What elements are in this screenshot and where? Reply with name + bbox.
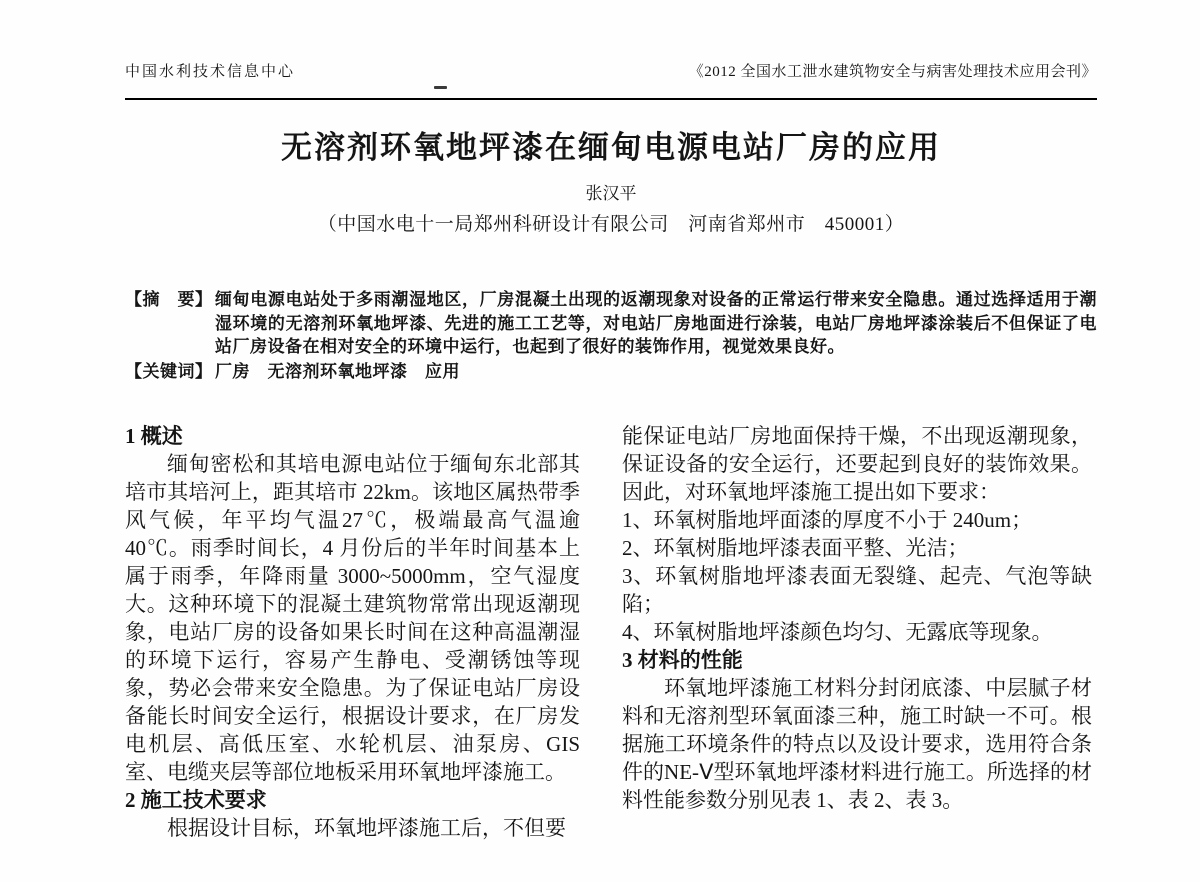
header-journal-title: 《2012 全国水工泄水建筑物安全与病害处理技术应用会刊》 (688, 64, 1097, 80)
abstract-text: 缅甸电源电站处于多雨潮湿地区，厂房混凝土出现的返潮现象对设备的正常运行带来安全隐患。通过选择适用于潮湿环境的无溶剂环氧地坪漆、先进的施工工艺等，对电站厂房地面进行涂装，电站厂房地坪漆涂装后不但保证了电站厂房设备在相对安全的环境中运行，也起到了很好的装饰作用，视觉效果良好。 (215, 290, 1097, 356)
requirement-item-3: 3、环氧树脂地坪漆表面无裂缝、起壳、气泡等缺陷； (622, 564, 1092, 616)
page-header (125, 62, 1097, 82)
construction-requirements-paragraph-continued: 能保证电站厂房地面保持干燥，不出现返潮现象，保证设备的安全运行，还要起到良好的装饰效果。因此，对环氧地坪漆施工提出如下要求： (622, 424, 1092, 504)
scan-artifact-mark (434, 86, 447, 89)
body-columns (125, 422, 1097, 842)
abstract-row (125, 288, 1097, 359)
requirement-item-4: 4、环氧树脂地坪漆颜色均匀、无露底等现象。 (622, 620, 1053, 644)
section-heading-construction-requirements: 2 施工技术要求 (125, 788, 267, 812)
left-column (125, 422, 580, 842)
author-name: 张汉平 (585, 184, 637, 203)
right-column (622, 422, 1092, 842)
paper-title: 无溶剂环氧地坪漆在缅甸电源电站厂房的应用 (281, 130, 941, 165)
author-affiliation: （中国水电十一局郑州科研设计有限公司 河南省郑州市 450001） (317, 214, 905, 235)
requirement-item-1: 1、环氧树脂地坪面漆的厚度不小于 240um； (622, 508, 1033, 532)
construction-requirements-paragraph-start: 根据设计目标，环氧地坪漆施工后，不但要 (167, 816, 566, 840)
keywords-label: 【关键词】 (125, 361, 213, 381)
keywords-row (125, 360, 1097, 384)
abstract-keywords-block (125, 288, 1097, 383)
keywords-text: 厂房 无溶剂环氧地坪漆 应用 (215, 361, 460, 381)
header-divider-rule (125, 98, 1097, 100)
header-source-org: 中国水利技术信息中心 (125, 64, 296, 80)
section-heading-material-properties: 3 材料的性能 (622, 648, 743, 672)
material-properties-paragraph: 环氧地坪漆施工材料分封闭底漆、中层腻子材料和无溶剂型环氧面漆三种，施工时缺一不可。根据施工环境条件的特点以及设计要求，选用符合条件的NE-Ⅴ型环氧地坪漆材料进行施工。所选择的材料性能参数分别见表 1、表 2、表 3。 (622, 676, 1092, 812)
abstract-label: 【摘 要】 (125, 290, 213, 309)
overview-paragraph: 缅甸密松和其培电源电站位于缅甸东北部其培市其培河上，距其培市 22km。该地区属热带季风气候，年平均气温27℃，极端最高气温逾40℃。雨季时间长，4 月份后的半年时间基本上属于雨季，年降雨量 3000~5000mm，空气湿度大。这种环境下的混凝土建筑物常常出现返潮现象，电站厂房的设备如果长时间在这种高温潮湿的环境下运行，容易产生静电、受潮锈蚀等现象，势必会带来安全隐患。为了保证电站厂房设备能长时间安全运行，根据设计要求，在厂房发电机层、高低压室、水轮机层、油泵房、GIS 室、电缆夹层等部位地板采用环氧地坪漆施工。 (125, 452, 580, 784)
requirement-item-2: 2、环氧树脂地坪漆表面平整、光洁； (622, 536, 969, 560)
section-heading-overview: 1 概述 (125, 424, 183, 448)
